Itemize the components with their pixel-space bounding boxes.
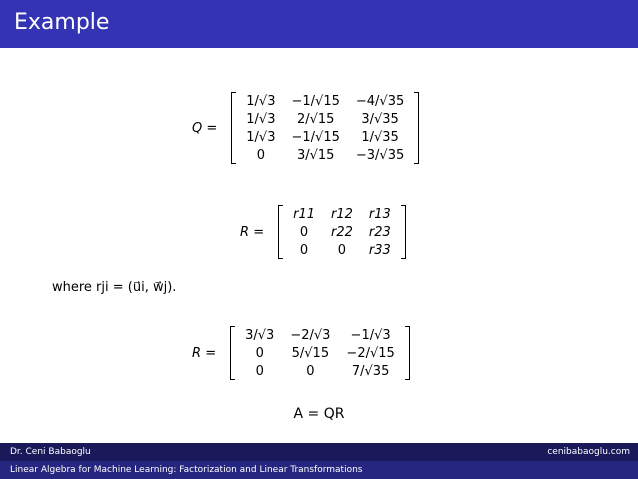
matrix-cell: 3/√3 (245, 327, 275, 343)
title-bar (0, 0, 638, 48)
matrix-r-label: R = (192, 345, 217, 361)
matrix-cell: r22 (330, 224, 353, 240)
matrix-cell: 1/√3 (246, 93, 276, 109)
matrix-cell: 1/√35 (361, 129, 399, 145)
matrix-cell: 0 (255, 345, 264, 361)
footer-course: Linear Algebra for Machine Learning: Factorization and Linear Transformations (10, 465, 363, 475)
matrix-row (238, 92, 412, 110)
matrix-row (237, 344, 403, 362)
matrix-row (238, 128, 412, 146)
matrix-q-equation (192, 92, 419, 164)
matrix-cell: r23 (368, 224, 391, 240)
matrix-row (285, 205, 399, 223)
matrix-cell: r11 (293, 206, 315, 222)
matrix-q (231, 92, 419, 164)
matrix-cell: 3/√35 (361, 111, 399, 127)
matrix-cell: −3/√35 (355, 147, 405, 163)
footer-bottom (0, 461, 638, 479)
matrix-row (237, 326, 403, 344)
matrix-r-general-equation (240, 205, 406, 259)
matrix-r (230, 326, 410, 380)
matrix-cell: 3/√15 (296, 147, 335, 163)
matrix-cell: 0 (299, 224, 309, 240)
slide-title: Example (14, 10, 110, 35)
matrix-cell: 5/√15 (291, 345, 330, 361)
matrix-cell: 1/√3 (246, 111, 276, 127)
matrix-row (238, 110, 412, 128)
matrix-cell: r13 (368, 206, 391, 222)
matrix-cell: 0 (256, 147, 266, 163)
matrix-cell: r12 (330, 206, 353, 222)
matrix-cell: 0 (255, 363, 264, 379)
matrix-cell: −1/√15 (291, 93, 340, 109)
matrix-r-equation (192, 326, 410, 380)
footer-author: Dr. Ceni Babaoglu (10, 447, 91, 457)
matrix-cell: −2/√15 (346, 345, 395, 361)
matrix-cell: −4/√35 (355, 93, 405, 109)
matrix-cell: 0 (337, 242, 347, 258)
matrix-row (285, 223, 399, 241)
footer-top (0, 443, 638, 461)
where-statement: where rji = (u⃗i, w⃗j). (52, 280, 177, 295)
matrix-cell: −2/√3 (290, 327, 331, 343)
matrix-cell: −1/√15 (291, 129, 340, 145)
matrix-cell: 0 (299, 242, 309, 258)
matrix-cell: 1/√3 (246, 129, 276, 145)
matrix-row (237, 362, 403, 380)
footer-website: cenibabaoglu.com (547, 447, 630, 457)
matrix-cell: 0 (306, 363, 315, 379)
matrix-q-label: Q = (192, 120, 218, 136)
matrix-row (285, 241, 399, 259)
matrix-row (238, 146, 412, 164)
final-equation: A = QR (293, 406, 345, 422)
matrix-r-general (278, 205, 406, 259)
matrix-cell: 2/√15 (296, 111, 335, 127)
matrix-cell: r33 (368, 242, 391, 258)
matrix-r-general-label: R = (240, 224, 265, 240)
matrix-cell: −1/√3 (350, 327, 391, 343)
matrix-cell: 7/√35 (351, 363, 390, 379)
